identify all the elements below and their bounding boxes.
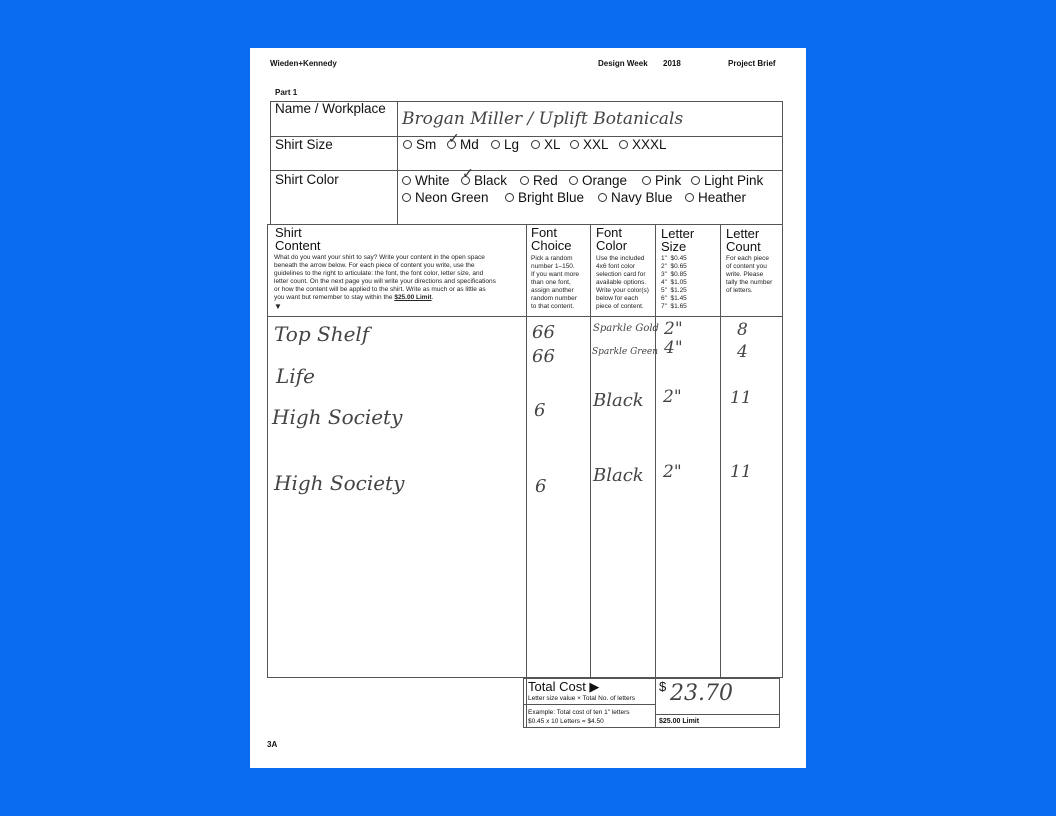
size-option-lg[interactable]: Lg	[491, 137, 519, 152]
font-color-title-1: Font	[596, 225, 623, 240]
radio-icon	[491, 140, 500, 149]
font-color-desc-3: selection card for	[596, 271, 646, 278]
col-divider	[526, 224, 527, 728]
font-choice-desc-5: assign another	[531, 287, 574, 294]
price-row: 5" $1.25	[661, 287, 687, 294]
letter-count-desc-2: of content you	[726, 263, 767, 270]
price-row: 2" $0.65	[661, 263, 687, 270]
color-option-heather[interactable]: Heather	[685, 190, 746, 205]
color-option-navy-blue[interactable]: Navy Blue	[598, 190, 673, 205]
size-option-xl[interactable]: XL	[531, 137, 561, 152]
color-option-light-pink[interactable]: Light Pink	[691, 173, 763, 188]
content-instr-1: What do you want your shirt to say? Write your content in the open space	[274, 254, 485, 261]
color-option-neon-green[interactable]: Neon Green	[402, 190, 489, 205]
price-row: 3" $0.85	[661, 271, 687, 278]
brand-name: Wieden+Kennedy	[270, 59, 337, 68]
entry-font[interactable]: 66	[532, 322, 555, 343]
content-instr-5: or how the content will be applied to the shirt. Write as much or as little as	[274, 286, 486, 293]
radio-icon	[691, 176, 700, 185]
content-title-1: Shirt	[275, 225, 302, 240]
brief-page	[250, 48, 806, 768]
radio-icon	[570, 140, 579, 149]
size-option-sm[interactable]: Sm	[403, 137, 436, 152]
total-limit: $25.00 Limit	[659, 718, 700, 725]
color-option-red[interactable]: Red	[520, 173, 558, 188]
radio-icon	[403, 140, 412, 149]
checkmark-icon: ✓	[448, 130, 460, 146]
letter-count-desc-1: For each piece	[726, 255, 769, 262]
color-option-black[interactable]: Black	[461, 173, 507, 188]
font-choice-title-2: Choice	[531, 238, 572, 253]
font-color-desc-6: below for each	[596, 295, 639, 302]
entry-size[interactable]: 2"	[663, 387, 682, 407]
radio-icon	[531, 140, 540, 149]
entry-count[interactable]: 4	[737, 342, 748, 362]
letter-count-desc-4: tally the number	[726, 279, 773, 286]
content-instr-3: guidelines to the right to articulate: the font, the font color, letter size, and	[274, 270, 484, 277]
font-choice-title-1: Font	[531, 225, 558, 240]
total-value[interactable]: 23.70	[670, 681, 733, 706]
font-choice-desc-2: number 1–150.	[531, 263, 575, 270]
radio-icon	[402, 176, 411, 185]
font-color-desc-1: Use the included	[596, 255, 645, 262]
arrow-down-icon: ▼	[274, 302, 282, 311]
entry-size[interactable]: 2"	[663, 462, 682, 482]
info-divider	[397, 101, 398, 225]
letter-count-desc-5: of letters.	[726, 287, 753, 294]
entry-content[interactable]: Top Shelf	[274, 322, 370, 346]
radio-icon	[505, 193, 514, 202]
color-option-orange[interactable]: Orange	[569, 173, 627, 188]
font-color-desc-7: piece of content.	[596, 303, 644, 310]
name-value[interactable]: Brogan Miller / Uplift Botanicals	[402, 109, 684, 129]
font-color-desc-5: Write your color(s)	[596, 287, 649, 294]
radio-icon	[685, 193, 694, 202]
shirt-color-label: Shirt Color	[275, 172, 339, 187]
entry-color[interactable]: Black	[593, 390, 644, 411]
color-option-pink[interactable]: Pink	[642, 173, 681, 188]
radio-icon	[619, 140, 628, 149]
total-example-2: $0.45 x 10 Letters = $4.50	[528, 718, 604, 725]
entry-count[interactable]: 11	[730, 462, 752, 482]
letter-size-title-1: Letter	[661, 226, 695, 241]
radio-icon	[569, 176, 578, 185]
event-name: Design Week	[598, 59, 648, 68]
entry-font[interactable]: 6	[535, 476, 547, 497]
entry-content[interactable]: High Society	[272, 405, 403, 429]
entry-font[interactable]: 66	[532, 346, 555, 367]
content-title-2: Content	[275, 238, 321, 253]
total-currency: $	[659, 679, 667, 694]
total-formula: Letter size value × Total No. of letters	[528, 695, 636, 702]
size-option-xxxl[interactable]: XXXL	[619, 137, 667, 152]
entry-count[interactable]: 11	[730, 388, 752, 408]
page-number: 3A	[267, 740, 278, 749]
entry-content[interactable]: Life	[276, 364, 315, 388]
color-option-bright-blue[interactable]: Bright Blue	[505, 190, 584, 205]
col-divider	[720, 224, 721, 678]
letter-size-title-2: Size	[661, 239, 687, 254]
letter-count-desc-3: write. Please	[726, 271, 764, 278]
content-instr-4: letter count. On the next page you will write your directions and specifications	[274, 278, 496, 285]
part-label: Part 1	[275, 88, 298, 97]
letter-count-title-2: Count	[726, 239, 761, 254]
entry-color[interactable]: Sparkle Gold	[593, 323, 659, 334]
font-choice-desc-3: If you want more	[531, 271, 580, 278]
doc-type: Project Brief	[728, 59, 776, 68]
shirt-size-label: Shirt Size	[275, 137, 333, 152]
entry-font[interactable]: 6	[534, 400, 546, 421]
price-row: 7" $1.65	[661, 303, 687, 310]
col-divider	[655, 224, 656, 728]
font-color-title-2: Color	[596, 238, 628, 253]
price-row: 1" $0.45	[661, 255, 687, 262]
total-divider	[655, 714, 780, 715]
header-divider	[267, 316, 783, 317]
row-divider	[270, 136, 783, 137]
event-year: 2018	[663, 59, 681, 68]
entry-size[interactable]: 2"	[664, 319, 683, 339]
radio-icon	[642, 176, 651, 185]
checkmark-icon: ✓	[462, 165, 474, 181]
font-choice-desc-4: than one font,	[531, 279, 571, 286]
radio-icon	[520, 176, 529, 185]
entry-color[interactable]: Sparkle Green	[592, 347, 659, 357]
price-row: 6" $1.45	[661, 295, 687, 302]
letter-count-title-1: Letter	[726, 226, 760, 241]
color-option-white[interactable]: White	[402, 173, 450, 188]
name-label: Name / Workplace	[275, 101, 386, 116]
entry-size[interactable]: 4"	[664, 338, 683, 358]
price-row: 4" $1.05	[661, 279, 687, 286]
total-cost-label: Total Cost ▶	[528, 679, 600, 694]
radio-icon	[598, 193, 607, 202]
content-instr-2: beneath the arrow below. For each piece of content you write, use the	[274, 262, 475, 269]
font-choice-desc-7: to that content.	[531, 303, 575, 310]
entry-color[interactable]: Black	[593, 465, 644, 486]
entry-count[interactable]: 8	[737, 320, 748, 340]
content-instr-6: you want but remember to stay within the $25.00 Limit.	[274, 294, 434, 301]
font-color-desc-2: 4x6 font color	[596, 263, 636, 270]
font-color-desc-4: available options.	[596, 279, 647, 286]
total-example-1: Example: Total cost of ten 1" letters	[528, 709, 630, 716]
font-choice-desc-6: random number	[531, 295, 577, 302]
font-choice-desc-1: Pick a random	[531, 255, 573, 262]
col-divider	[590, 224, 591, 678]
entry-content[interactable]: High Society	[274, 471, 405, 495]
total-divider	[523, 704, 655, 705]
row-divider	[270, 170, 783, 171]
radio-icon	[402, 193, 411, 202]
size-option-xxl[interactable]: XXL	[570, 137, 609, 152]
size-option-md[interactable]: Md	[447, 137, 479, 152]
